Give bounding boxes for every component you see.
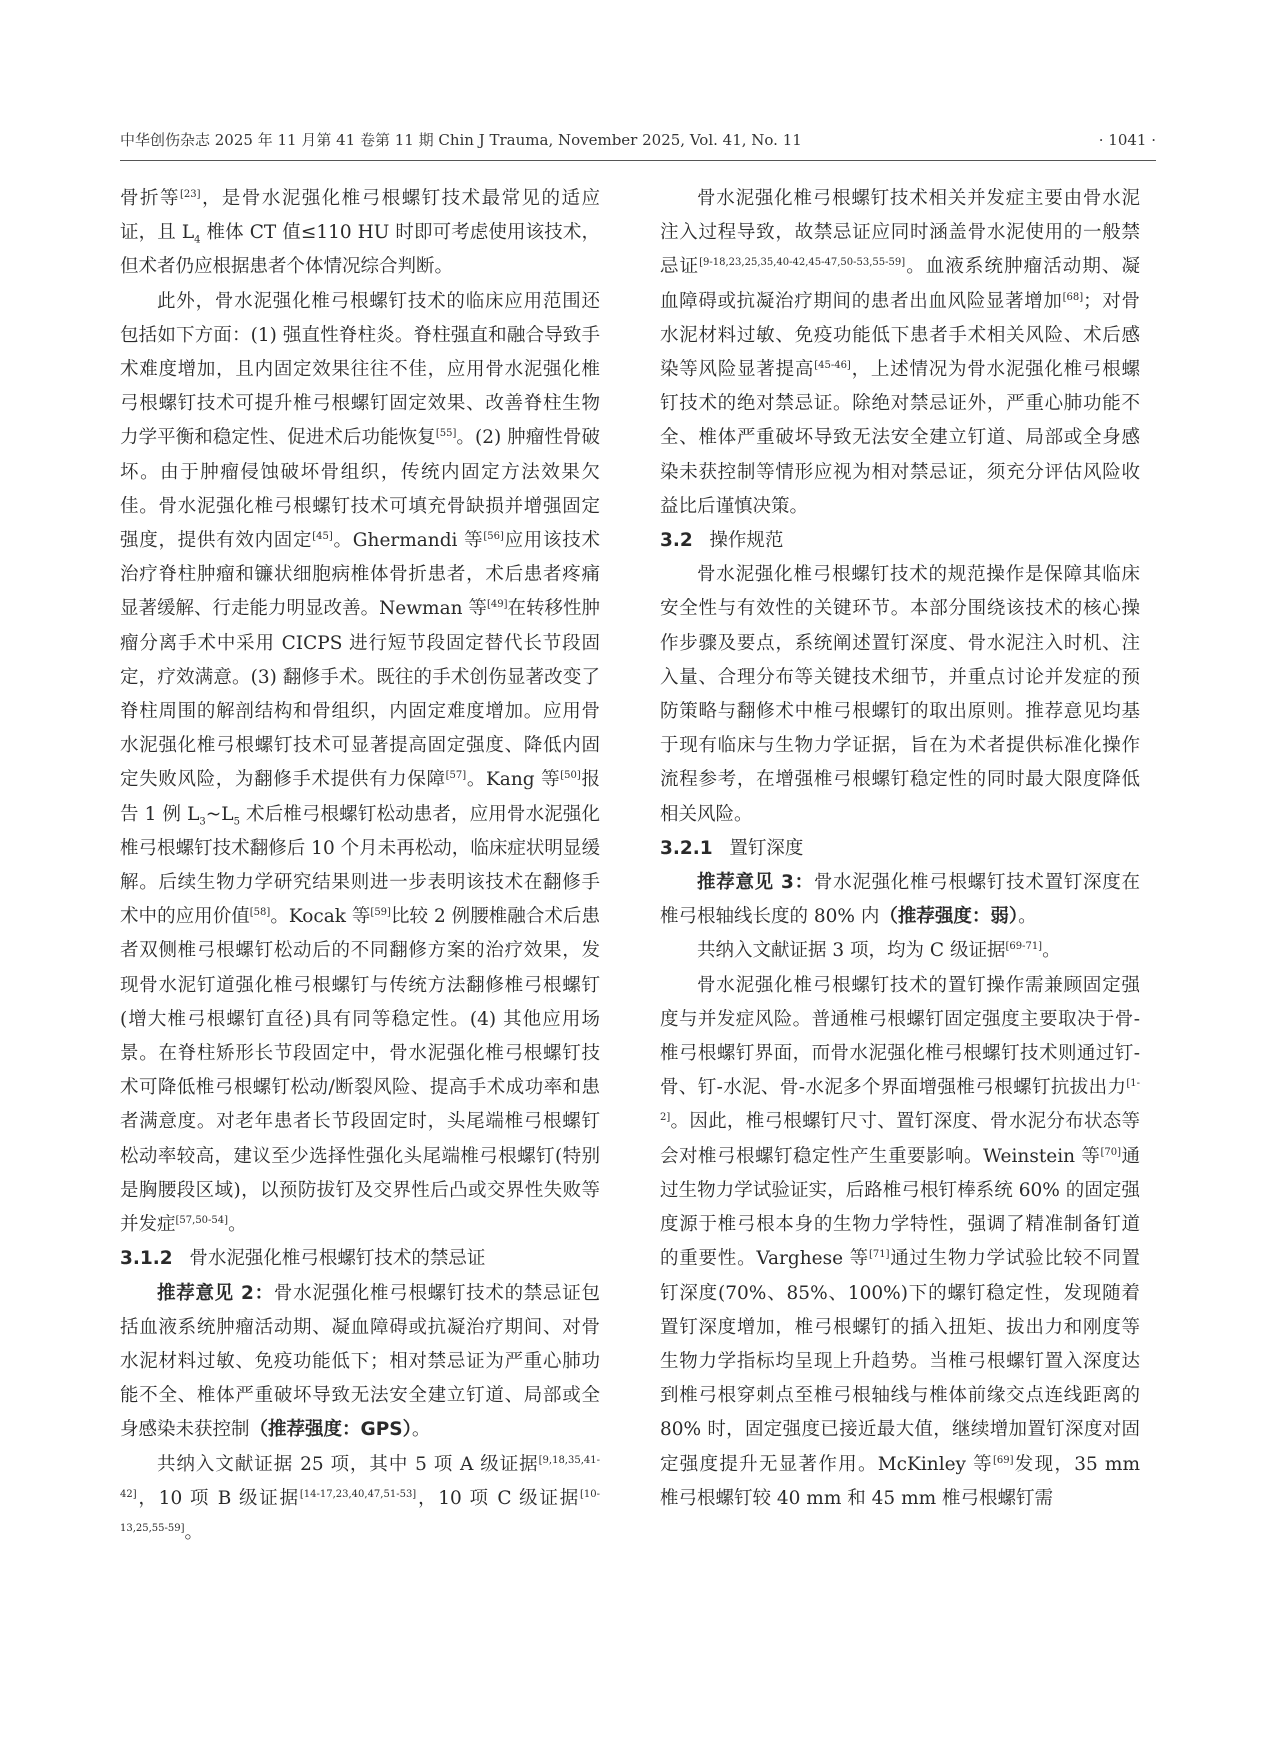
citation: [70] — [1100, 1146, 1121, 1158]
citation: [56] — [483, 530, 504, 542]
citation: [69] — [992, 1454, 1014, 1466]
right-column — [660, 182, 1140, 1516]
citation: [10-13,25,55-59] — [120, 1488, 601, 1534]
running-header — [120, 128, 1156, 152]
citation: [45] — [312, 530, 333, 542]
citation: [58] — [249, 907, 271, 919]
section-heading: 3.2 操作规范 — [660, 530, 784, 552]
citation: [55] — [435, 428, 457, 440]
citation: [71] — [868, 1249, 890, 1261]
citation: [57,50-54] — [175, 1214, 229, 1226]
journal-citation: 中华创伤杂志 2025 年 11 月第 41 卷第 11 期 Chin J Trauma, November 2025, Vol. 41, No. 11 — [120, 131, 802, 149]
citation: [57] — [445, 770, 467, 782]
paragraph: 骨水泥强化椎弓根螺钉技术相关并发症主要由骨水泥注入过程导致，故禁忌证应同时涵盖骨水泥使用的一般禁忌证[9-18,23,25,35,40-42,45-47,50-53,55-59]。血液系统肿瘤活动期、凝血障碍或抗凝治疗期间的患者出血风险显著增加[68]；对骨水泥材料过敏、免疫功能低下患者手术相关风险、术后感染等风险显著提高[45-46]，上述情况为骨水泥强化椎弓根螺钉技术的绝对禁忌证。除绝对禁忌证外，严重心肺功能不全、椎体严重破坏导致无法安全建立钉道、局部或全身感染未获控制等情形应视为相对禁忌证，须充分评估风险收益比后谨慎决策。 — [660, 188, 1140, 517]
citation: [23] — [179, 188, 201, 200]
paragraph: 骨折等[23]，是骨水泥强化椎弓根螺钉技术最常见的适应证，且 $L_4$ 椎体 CT 值≤110 HU 时即可考虑使用该技术，但术者仍应根据患者个体情况综合判断。 — [120, 188, 600, 278]
citation: [1-2] — [660, 1078, 1140, 1124]
citation: [9-18,23,25,35,40-42,45-47,50-53,55-59] — [699, 257, 906, 269]
header-rule — [120, 160, 1156, 161]
subsection-heading: 3.2.1 置钉深度 — [660, 837, 804, 859]
citation: [14-17,23,40,47,51-53] — [299, 1488, 417, 1500]
section-heading: 3.1.2 骨水泥强化椎弓根螺钉技术的禁忌证 — [120, 1248, 486, 1270]
citation: [49] — [486, 599, 508, 611]
paragraph: 骨水泥强化椎弓根螺钉技术的规范操作是保障其临床安全性与有效性的关键环节。本部分围绕该技术的核心操作步骤及要点，系统阐述置钉深度、骨水泥注入时机、注入量、合理分布等关键技术细节，并重点讨论并发症的预防策略与翻修术中椎弓根螺钉的取出原则。推荐意见均基于现有临床与生物力学证据，旨在为术者提供标准化操作流程参考，在增强椎弓根螺钉稳定性的同时最大限度降低相关风险。 — [660, 564, 1140, 825]
recommendation: 推荐意见 3：骨水泥强化椎弓根螺钉技术置钉深度在椎弓根轴线长度的 80% 内（推荐强度：弱）。 — [660, 872, 1140, 928]
citation: [45-46] — [814, 359, 851, 371]
citation: [9,18,35,41-42] — [120, 1454, 600, 1500]
citation: [68] — [1062, 291, 1084, 303]
paragraph: 此外，骨水泥强化椎弓根螺钉技术的临床应用范围还包括如下方面：(1) 强直性脊柱炎。脊柱强直和融合导致手术难度增加，且内固定效果往往不佳，应用骨水泥强化椎弓根螺钉技术可提升椎弓根螺钉固定效果、改善脊柱生物力学平衡和稳定性、促进术后功能恢复[55]。(2) 肿瘤性骨破坏。由于肿瘤侵蚀破坏骨组织，传统内固定方法效果欠佳。骨水泥强化椎弓根螺钉技术可填充骨缺损并增强固定强度，提供有效内固定[45]。Ghermandi 等[56]应用该技术治疗脊柱肿瘤和镰状细胞病椎体骨折患者，术后患者疼痛显著缓解、行走能力明显改善。Newman 等[49]在转移性肿瘤分离手术中采用 CICPS 进行短节段固定替代长节段固定，疗效满意。(3) 翻修手术。既往的手术创伤显著改变了脊柱周围的解剖结构和骨组织，内固定难度增加。应用骨水泥强化椎弓根螺钉技术可显著提高固定强度、降低内固定失败风险，为翻修手术提供有力保障[57]。Kang 等[50]报告 1 例 $L_3\sim L_5$ 术后椎弓根螺钉松动患者，应用骨水泥强化椎弓根螺钉技术翻修后 10 个月未再松动，临床症状明显缓解。后续生物力学研究结果则进一步表明该技术在翻修手术中的应用价值[58]。Kocak 等[59]比较 2 例腰椎融合术后患者双侧椎弓根螺钉松动后的不同翻修方案的治疗效果，发现骨水泥钉道强化椎弓根螺钉与传统方法翻修椎弓根螺钉(增大椎弓根螺钉直径)具有同等稳定性。(4) 其他应用场景。在脊柱矫形长节段固定中，骨水泥强化椎弓根螺钉技术可降低椎弓根螺钉松动/断裂风险、提高手术成功率和患者满意度。对老年患者长节段固定时，头尾端椎弓根螺钉松动率较高，建议至少选择性强化头尾端椎弓根螺钉(特别是胸腰段区域)，以预防拔钉及交界性后凸或交界性失败等并发症[57,50-54]。 — [120, 290, 600, 1236]
page-number: · 1041 · — [1098, 131, 1156, 149]
citation: [69-71] — [1005, 941, 1043, 953]
recommendation: 推荐意见 2：骨水泥强化椎弓根螺钉技术的禁忌证包括血液系统肿瘤活动期、凝血障碍或抗凝治疗期间、对骨水泥材料过敏、免疫功能低下；相对禁忌证为严重心肺功能不全、椎体严重破坏导致无法安全建立钉道、局部或全身感染未获控制（推荐强度：GPS）。 — [120, 1282, 600, 1441]
evidence-summary: 共纳入文献证据 25 项，其中 5 项 A 级证据[9,18,35,41-42]，10 项 B 级证据[14-17,23,40,47,51-53]，10 项 C 级证据[10-13,25,55-59]。 — [120, 1453, 601, 1543]
citation: [59] — [370, 907, 391, 919]
evidence-summary: 共纳入文献证据 3 项，均为 C 级证据[69-71]。 — [697, 940, 1061, 962]
citation: [50] — [560, 770, 581, 782]
paragraph: 骨水泥强化椎弓根螺钉技术的置钉操作需兼顾固定强度与并发症风险。普通椎弓根螺钉固定强度主要取决于骨-椎弓根螺钉界面，而骨水泥强化椎弓根螺钉技术则通过钉-骨、钉-水泥、骨-水泥多个界面增强椎弓根螺钉抗拔出力[1-2]。因此，椎弓根螺钉尺寸、置钉深度、骨水泥分布状态等会对椎弓根螺钉稳定性产生重要影响。Weinstein 等[70]通过生物力学试验证实，后路椎弓根钉棒系统 60% 的固定强度源于椎弓根本身的生物力学特性，强调了精准制备钉道的重要性。Varghese 等[71]通过生物力学试验比较不同置钉深度(70%、85%、100%)下的螺钉稳定性，发现随着置钉深度增加，椎弓根螺钉的插入扭矩、拔出力和刚度等生物力学指标均呈现上升趋势。当椎弓根螺钉置入深度达到椎弓根穿刺点至椎弓根轴线与椎体前缘交点连线距离的 80% 时，固定强度已接近最大值，继续增加置钉深度对固定强度提升无显著作用。McKinley 等[69]发现，35 mm 椎弓根螺钉较 40 mm 和 45 mm 椎弓根螺钉需 — [660, 974, 1140, 1509]
left-column — [120, 182, 600, 1550]
